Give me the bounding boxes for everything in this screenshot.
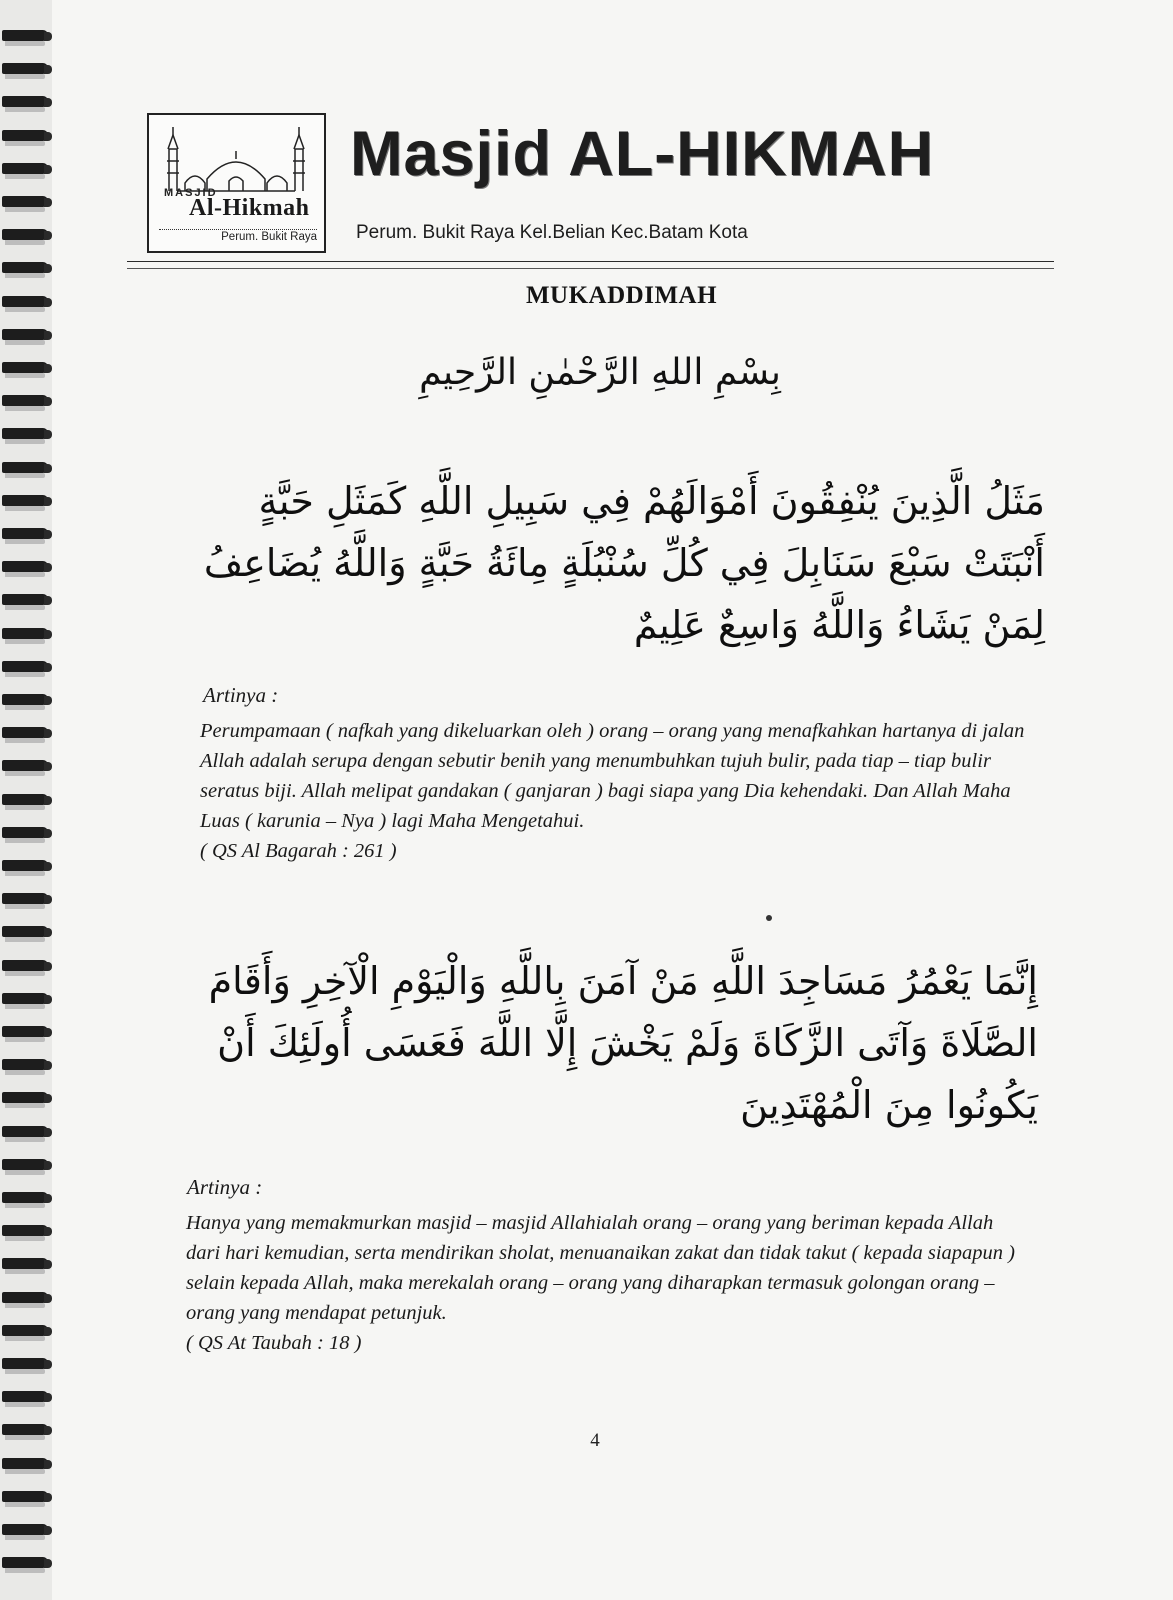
binding-ring (2, 1192, 48, 1203)
binding-ring (2, 960, 48, 971)
binding-ring (2, 1092, 48, 1103)
spiral-binding (0, 0, 52, 1600)
binding-ring (2, 794, 48, 805)
verse-1-translation-block (200, 716, 1040, 866)
verse-2-reference: ( QS At Taubah : 18 ) (186, 1332, 362, 1354)
masthead-title: Masjid AL-HIKMAH (350, 119, 935, 189)
binding-ring (2, 561, 48, 572)
binding-ring (2, 661, 48, 672)
header-rule (127, 261, 1054, 262)
binding-ring (2, 993, 48, 1004)
binding-ring (2, 1391, 48, 1402)
binding-ring (2, 63, 48, 74)
binding-ring (2, 628, 48, 639)
logo-name: Al-Hikmah (189, 195, 310, 221)
verse-2-translation-block (186, 1208, 1026, 1358)
logo-masjid-label: MASJID (164, 187, 218, 199)
logo-subtitle: Perum. Bukit Raya (159, 229, 317, 243)
binding-ring (2, 1557, 48, 1568)
section-title: MUKADDIMAH (525, 282, 718, 309)
binding-ring (2, 163, 48, 174)
binding-ring (2, 329, 48, 340)
binding-ring (2, 594, 48, 605)
binding-ring (2, 694, 48, 705)
binding-ring (2, 1458, 48, 1469)
verse-2-arabic: إِنَّمَا يَعْمُرُ مَسَاجِدَ اللَّهِ مَنْ آمَنَ بِاللَّهِ وَالْيَوْمِ الْآخِرِ وَأَقَامَ الصَّلَاةَ وَآتَى الزَّكَاةَ وَلَمْ يَخْشَ إِلَّا اللَّهَ فَعَسَى أُولَئِكَ أَنْ يَكُونُوا مِنَ الْمُهْتَدِينَ (208, 959, 1038, 1127)
binding-ring (2, 96, 48, 107)
binding-ring (2, 827, 48, 838)
mosque-icon (155, 121, 318, 193)
ink-speck (766, 915, 772, 921)
binding-ring (2, 1026, 48, 1037)
binding-ring (2, 893, 48, 904)
verse-1-label: Artinya : (203, 683, 279, 707)
header-rule-thin (127, 268, 1054, 269)
binding-ring (2, 130, 48, 141)
verse-2-label: Artinya : (187, 1175, 263, 1199)
binding-ring (2, 428, 48, 439)
verse-1-translation: Perumpamaan ( nafkah yang dikeluarkan oleh ) orang – orang yang menafkahkan hartanya di jalan Allah adalah serupa dengan sebutir benih yang menumbuhkan tujuh bulir, pada tiap – tiap bulir seratus biji. Allah melipat gandakan ( ganjaran ) bagi siapa yang Dia kehendaki. Dan Allah Maha Luas ( karunia – Nya ) lagi Maha Mengetahui. (200, 720, 1025, 832)
verse-1-reference: ( QS Al Bagarah : 261 ) (200, 840, 397, 862)
masthead-address: Perum. Bukit Raya Kel.Belian Kec.Batam Kota (356, 222, 748, 243)
binding-ring (2, 528, 48, 539)
binding-ring (2, 860, 48, 871)
binding-ring (2, 1524, 48, 1535)
binding-ring (2, 196, 48, 207)
binding-ring (2, 1358, 48, 1369)
binding-ring (2, 1325, 48, 1336)
binding-ring (2, 1159, 48, 1170)
binding-ring (2, 1126, 48, 1137)
binding-ring (2, 727, 48, 738)
binding-ring (2, 1491, 48, 1502)
basmala: بِسْمِ اللهِ الرَّحْمٰنِ الرَّحِيمِ (419, 352, 781, 393)
page-number: 4 (590, 1430, 600, 1451)
binding-ring (2, 1258, 48, 1269)
binding-ring (2, 1424, 48, 1435)
binding-ring (2, 462, 48, 473)
binding-ring (2, 1059, 48, 1070)
binding-ring (2, 30, 48, 41)
verse-2-translation: Hanya yang memakmurkan masjid – masjid Allahialah orang – orang yang beriman kepada Allah dari hari kemudian, serta mendirikan sholat, menuanaikan zakat dan tidak takut ( kepada siapapun ) selain kepada Allah, maka merekalah orang – orang yang diharapkan termasuk golongan orang – orang yang mendapat petunjuk. (186, 1212, 1016, 1324)
verse-1-arabic: مَثَلُ الَّذِينَ يُنْفِقُونَ أَمْوَالَهُمْ فِي سَبِيلِ اللَّهِ كَمَثَلِ حَبَّةٍ أَنْبَتَتْ سَبْعَ سَنَابِلَ فِي كُلِّ سُنْبُلَةٍ مِائَةُ حَبَّةٍ وَاللَّهُ يُضَاعِفُ لِمَنْ يَشَاءُ وَاللَّهُ وَاسِعٌ عَلِيمٌ (203, 479, 1045, 647)
binding-ring (2, 362, 48, 373)
binding-ring (2, 262, 48, 273)
binding-ring (2, 926, 48, 937)
binding-ring (2, 760, 48, 771)
binding-ring (2, 395, 48, 406)
binding-ring (2, 1225, 48, 1236)
binding-ring (2, 495, 48, 506)
binding-ring (2, 229, 48, 240)
mosque-logo (147, 113, 326, 253)
binding-ring (2, 1292, 48, 1303)
